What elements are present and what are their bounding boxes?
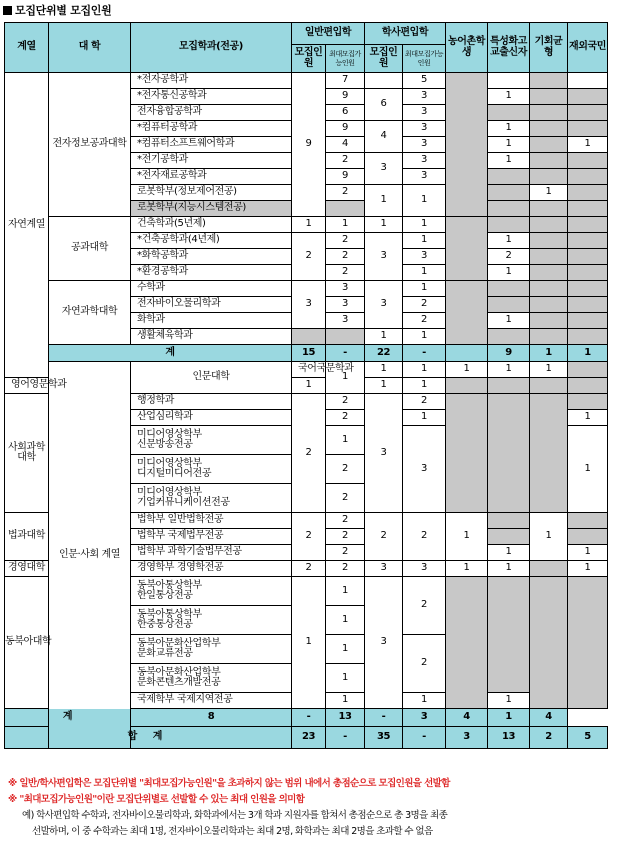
rural-cell (446, 577, 488, 709)
total-general-quota: 23 (292, 727, 326, 749)
bachelor-max: 3 (403, 121, 446, 137)
total-rural: 3 (446, 727, 488, 749)
general-quota: 1 (326, 362, 365, 394)
special-cell (488, 281, 530, 297)
dept-name: 로봇학부(지능시스템전공) (131, 201, 292, 217)
special-cell: 2 (488, 249, 530, 265)
dept-name: *환경공학과 (131, 265, 292, 281)
general-max: 1 (326, 635, 365, 664)
header-rural: 농어촌학생 (446, 23, 488, 73)
general-max: 1 (326, 664, 365, 693)
dept-name: *화학공학과 (131, 249, 292, 265)
subtotal-general-quota: 8 (131, 709, 292, 727)
notes (8, 776, 620, 840)
bachelor-quota: 1 (365, 217, 403, 233)
header-equal: 기회균형 (530, 23, 568, 73)
bachelor-max: 1 (403, 185, 446, 217)
bachelor-max: 1 (403, 217, 446, 233)
foreign-cell (568, 297, 608, 313)
general-max: 2 (326, 484, 365, 513)
general-quota: 2 (292, 513, 326, 561)
bachelor-max: 1 (403, 378, 446, 394)
college-name: 동북아대학 (5, 577, 49, 709)
equal-cell (530, 378, 568, 394)
bachelor-quota: 3 (365, 233, 403, 281)
page-title: 모집단위별 모집인원 (3, 2, 111, 18)
bachelor-quota: 1 (365, 378, 403, 394)
foreign-cell (568, 577, 608, 709)
general-max: 2 (326, 153, 365, 169)
bachelor-max: 3 (403, 137, 446, 153)
bachelor-quota: 1 (403, 362, 446, 378)
dept-name: 동북아통상학부 한중통상전공 (131, 606, 292, 635)
general-max: 2 (326, 410, 365, 426)
bachelor-quota: 6 (365, 89, 403, 121)
general-max: 2 (326, 233, 365, 249)
foreign-cell (568, 89, 608, 105)
bachelor-max: 1 (446, 362, 488, 378)
equal-cell (530, 265, 568, 281)
header-general-max: 최대모집가능인원 (326, 45, 365, 73)
general-quota: 2 (292, 394, 326, 513)
equal-cell (530, 233, 568, 249)
total-special: 13 (488, 727, 530, 749)
bachelor-max: 1 (403, 233, 446, 249)
special-cell: 1 (488, 233, 530, 249)
equal-cell (530, 249, 568, 265)
header-special: 특성화고교출신자 (488, 23, 530, 73)
college-name: 인문대학 (131, 362, 292, 394)
square-bullet-icon (3, 6, 12, 15)
general-max: 2 (326, 249, 365, 265)
bachelor-max: 2 (403, 313, 446, 329)
bachelor-max: 2 (403, 513, 446, 561)
equal-cell (530, 577, 568, 709)
equal-cell (530, 297, 568, 313)
general-max: 2 (326, 455, 365, 484)
header-row-1 (5, 23, 608, 45)
header-bachelor: 학사편입학 (365, 23, 446, 45)
foreign-cell (568, 265, 608, 281)
foreign-cell (568, 378, 608, 394)
special-cell (488, 201, 530, 217)
total-equal: 2 (530, 727, 568, 749)
subtotal-general-quota: 15 (292, 345, 326, 362)
general-max: 2 (326, 529, 365, 545)
equal-cell (530, 561, 568, 577)
bachelor-max: 3 (403, 153, 446, 169)
dept-name: *건축공학과(4년제) (131, 233, 292, 249)
equal-cell (530, 169, 568, 185)
general-quota: 9 (292, 73, 326, 217)
general-max: 1 (326, 693, 365, 709)
dept-name: *컴퓨터소프트웨어학과 (131, 137, 292, 153)
equal-cell (530, 73, 568, 89)
dept-name: 국제학부 국제지역전공 (131, 693, 292, 709)
dept-name: 생활체육학과 (131, 329, 292, 345)
equal-cell: 1 (530, 185, 568, 201)
special-cell: 1 (488, 313, 530, 329)
dept-name: 동북아통상학부 한일통상전공 (131, 577, 292, 606)
equal-cell (530, 137, 568, 153)
bachelor-quota: 2 (365, 513, 403, 561)
humanities-subtotal-row (5, 709, 608, 727)
subtotal-special: 4 (446, 709, 488, 727)
equal-cell (530, 329, 568, 345)
table-row (5, 73, 608, 89)
equal-cell (530, 201, 568, 217)
foreign-cell (568, 121, 608, 137)
total-general-max: - (326, 727, 365, 749)
general-max: 3 (326, 297, 365, 313)
general-max: 3 (326, 281, 365, 297)
special-cell: 1 (488, 545, 530, 561)
total-bachelor-quota: 35 (365, 727, 403, 749)
table-row (5, 362, 608, 378)
foreign-cell (568, 185, 608, 201)
special-cell: 1 (488, 153, 530, 169)
bachelor-max: 2 (403, 297, 446, 313)
bachelor-max: 5 (403, 73, 446, 89)
subtotal-bachelor-max: - (365, 709, 403, 727)
general-quota: 1 (292, 577, 326, 709)
general-max: 2 (326, 185, 365, 201)
group-humanities: 인문·사회 계열 (49, 362, 131, 749)
foreign-cell: 1 (568, 410, 608, 426)
general-max: 6 (326, 105, 365, 121)
bachelor-max: 3 (403, 561, 446, 577)
subtotal-general-max: - (326, 345, 365, 362)
dept-name: 수학과 (131, 281, 292, 297)
group-science: 자연계열 (5, 73, 49, 378)
general-max: 2 (326, 561, 365, 577)
general-max: 9 (326, 89, 365, 105)
header-bachelor-max: 최대모집가능인원 (403, 45, 446, 73)
header-general: 일반편입학 (292, 23, 365, 45)
header-bachelor-quota: 모집인원 (365, 45, 403, 73)
special-cell (488, 529, 530, 545)
special-cell: 1 (488, 89, 530, 105)
dept-name: *전자재료공학과 (131, 169, 292, 185)
general-quota: 3 (292, 281, 326, 329)
equal-cell (530, 105, 568, 121)
rural-cell: 1 (446, 513, 488, 561)
special-cell (488, 394, 530, 513)
equal-cell (568, 362, 608, 378)
subtotal-foreign: 4 (530, 709, 568, 727)
equal-cell (530, 217, 568, 233)
general-max: 3 (326, 313, 365, 329)
equal-cell (530, 394, 568, 513)
rural-cell (446, 73, 488, 217)
science-subtotal-row (5, 345, 608, 362)
foreign-cell (568, 153, 608, 169)
foreign-cell (568, 217, 608, 233)
bachelor-max: 2 (403, 635, 446, 693)
foreign-cell (568, 281, 608, 297)
subtotal-label: 계 (49, 345, 292, 362)
bachelor-max: 2 (403, 577, 446, 635)
foreign-cell (568, 201, 608, 217)
dept-name: *전기공학과 (131, 153, 292, 169)
subtotal-label: 계 (5, 709, 131, 727)
dept-name: *컴퓨터공학과 (131, 121, 292, 137)
general-max: 9 (326, 121, 365, 137)
equal-cell (530, 281, 568, 297)
dept-name: 미디어영상학부 디지털미디어전공 (131, 455, 292, 484)
dept-name: 로봇학부(정보제어전공) (131, 185, 292, 201)
general-max: 2 (326, 394, 365, 410)
dept-name: 법학부 과학기술법무전공 (131, 545, 292, 561)
subtotal-bachelor-max: - (403, 345, 446, 362)
bachelor-max: 1 (403, 410, 446, 426)
total-bachelor-max: - (403, 727, 446, 749)
total-foreign: 5 (568, 727, 608, 749)
general-quota (292, 329, 326, 345)
dept-name: 동북아문화산업학부 문화콘텐츠개발전공 (131, 664, 292, 693)
special-cell (488, 297, 530, 313)
bachelor-quota: 1 (365, 185, 403, 217)
general-max: 1 (326, 426, 365, 455)
general-max: 2 (326, 513, 365, 529)
special-cell (488, 105, 530, 121)
general-max: 2 (326, 265, 365, 281)
header-general-quota: 모집인원 (292, 45, 326, 73)
note-example-cont: 선발하며, 이 중 수학과는 최대 1명, 전자바이오물리학과는 최대 2명, 화학과는 최대 2명을 초과할 수 없음 (32, 826, 433, 837)
foreign-cell: 1 (568, 545, 608, 561)
rural-cell (446, 217, 488, 281)
special-cell: 1 (488, 561, 530, 577)
college-name: 사회과학대학 (5, 394, 49, 513)
rural-cell: 1 (488, 362, 530, 378)
dept-name: 전자융합공학과 (131, 105, 292, 121)
special-cell: 1 (488, 693, 530, 709)
bachelor-max: 1 (403, 265, 446, 281)
college-name: 법과대학 (5, 513, 49, 561)
general-max: 1 (326, 606, 365, 635)
equal-cell: 1 (530, 513, 568, 561)
college-name: 자연과학대학 (49, 281, 131, 345)
special-cell (488, 185, 530, 201)
special-cell (488, 169, 530, 185)
bachelor-quota: 3 (365, 153, 403, 185)
subtotal-rural (446, 345, 488, 362)
bachelor-max: 1 (403, 693, 446, 709)
bachelor-max: 3 (403, 105, 446, 121)
special-cell (488, 577, 530, 693)
foreign-cell (568, 329, 608, 345)
foreign-cell (568, 105, 608, 121)
dept-name: 법학부 일반법학전공 (131, 513, 292, 529)
dept-name: 법학부 국제법무전공 (131, 529, 292, 545)
general-max: 1 (292, 378, 326, 394)
general-max: 9 (326, 169, 365, 185)
college-name: 경영대학 (5, 561, 49, 577)
special-cell: 1 (488, 137, 530, 153)
subtotal-equal: 1 (530, 345, 568, 362)
foreign-cell (568, 169, 608, 185)
bachelor-max: 2 (403, 394, 446, 410)
header-group: 계열 (5, 23, 49, 73)
foreign-cell (568, 529, 608, 545)
foreign-cell (568, 513, 608, 529)
foreign-cell (568, 73, 608, 89)
general-quota: 1 (292, 217, 326, 233)
subtotal-special: 9 (488, 345, 530, 362)
grand-total-row (5, 727, 608, 749)
subtotal-general-max: - (292, 709, 326, 727)
equal-cell (530, 121, 568, 137)
foreign-cell (568, 313, 608, 329)
admission-table (4, 22, 608, 749)
general-max: 1 (326, 217, 365, 233)
subtotal-foreign: 1 (568, 345, 608, 362)
note-2: ※ "최대모집가능인원"이란 모집단위별로 선발할 수 있는 최대 인원을 의미함 (8, 794, 305, 805)
foreign-cell: 1 (568, 561, 608, 577)
subtotal-bachelor-quota: 22 (365, 345, 403, 362)
bachelor-quota (365, 73, 403, 89)
equal-cell (530, 153, 568, 169)
bachelor-quota: 3 (365, 561, 403, 577)
header-dept: 모집학과(전공) (131, 23, 292, 73)
subtotal-equal: 1 (488, 709, 530, 727)
rural-cell (446, 394, 488, 513)
foreign-cell: 1 (568, 426, 608, 513)
rural-cell (446, 281, 488, 345)
bachelor-quota: 3 (365, 577, 403, 709)
dept-name: 행정학과 (131, 394, 292, 410)
note-example: 예) 학사편입학 수학과, 전자바이오물리학과, 화학과에서는 3개 학과 지원자를 합쳐서 총점순으로 총 3명을 최종 (22, 810, 448, 821)
special-cell: 1 (530, 362, 568, 378)
college-name: 전자정보공과대학 (49, 73, 131, 217)
rural-cell: 1 (446, 561, 488, 577)
general-quota: 2 (292, 233, 326, 281)
general-max (326, 201, 365, 217)
subtotal-bachelor-quota: 13 (326, 709, 365, 727)
general-max: 1 (365, 362, 403, 378)
dept-name: 미디어영상학부 기업커뮤니케이션전공 (131, 484, 292, 513)
dept-name: *전자통신공학과 (131, 89, 292, 105)
foreign-cell (568, 249, 608, 265)
dept-name: 건축학과(5년제) (131, 217, 292, 233)
bachelor-max: 1 (403, 281, 446, 297)
header-college: 대 학 (49, 23, 131, 73)
general-max: 4 (326, 137, 365, 153)
bachelor-quota: 3 (365, 281, 403, 329)
special-cell (488, 329, 530, 345)
bachelor-quota: 1 (365, 329, 403, 345)
bachelor-quota: 4 (365, 121, 403, 153)
bachelor-max: 1 (403, 329, 446, 345)
equal-cell (530, 89, 568, 105)
special-cell (488, 217, 530, 233)
equal-cell (530, 313, 568, 329)
bachelor-quota: 3 (365, 394, 403, 513)
table-row (5, 281, 608, 297)
dept-name: 국어국문학과 (292, 362, 326, 378)
dept-name: 미디어영상학부 신문방송전공 (131, 426, 292, 455)
header-foreign: 재외국민 (568, 23, 608, 73)
bachelor-max: 3 (403, 249, 446, 265)
note-1: ※ 일반/학사편입학은 모집단위별 "최대모집가능인원"을 초과하지 않는 범위 내에서 총점순으로 모집인원을 선발함 (8, 778, 450, 789)
dept-name: 화학과 (131, 313, 292, 329)
special-cell (488, 513, 530, 529)
college-name: 공과대학 (49, 217, 131, 281)
special-cell (488, 73, 530, 89)
foreign-cell (568, 394, 608, 410)
foreign-cell (568, 233, 608, 249)
foreign-cell: 1 (568, 137, 608, 153)
special-cell: 1 (488, 121, 530, 137)
general-max: 2 (326, 545, 365, 561)
bachelor-max: 3 (403, 89, 446, 105)
dept-name: 동북아문화산업학부 문화교류전공 (131, 635, 292, 664)
special-cell: 1 (488, 265, 530, 281)
dept-name: 전자바이오물리학과 (131, 297, 292, 313)
dept-name: 영어영문학과 (5, 378, 49, 394)
general-max: 1 (326, 577, 365, 606)
rural-cell (446, 378, 488, 394)
special-cell (488, 378, 530, 394)
table-row (5, 217, 608, 233)
general-quota: 2 (292, 561, 326, 577)
subtotal-rural: 3 (403, 709, 446, 727)
dept-name: *전자공학과 (131, 73, 292, 89)
general-max: 7 (326, 73, 365, 89)
total-label: 합 계 (5, 727, 292, 749)
dept-name: 경영학부 경영학전공 (131, 561, 292, 577)
dept-name: 산업심리학과 (131, 410, 292, 426)
bachelor-max: 3 (403, 426, 446, 513)
general-max (326, 329, 365, 345)
bachelor-max: 3 (403, 169, 446, 185)
